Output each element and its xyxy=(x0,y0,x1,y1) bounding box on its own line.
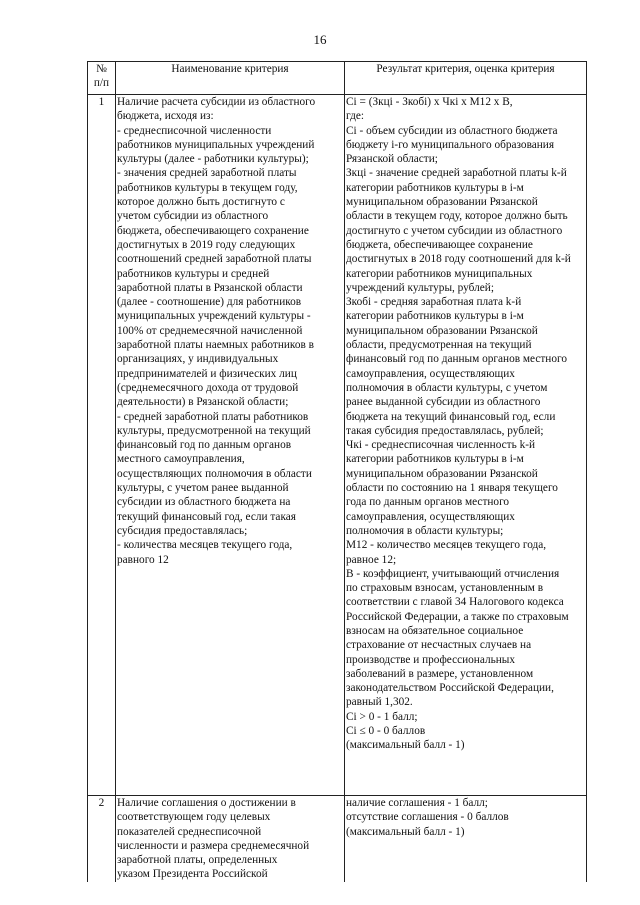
criterion-result-cell xyxy=(345,95,587,796)
cell-text-line: культуры (далее - работники культуры); xyxy=(117,153,309,166)
criteria-table xyxy=(87,61,587,882)
cell-text-line: достигнутых в 2018 году соотношений для k-й xyxy=(346,253,571,266)
cell-text-line: где: xyxy=(346,110,364,123)
cell-text-line: года по данным органов местного xyxy=(346,496,510,509)
cell-text-line: работников муниципальных учреждений xyxy=(117,138,315,151)
cell-text-line: местного самоуправления, xyxy=(117,453,245,466)
cell-text-line: (среднемесячного дохода от трудовой xyxy=(117,381,299,394)
header-number-abbrev: п/п xyxy=(93,77,110,89)
cell-text-line: соотношений средней заработной платы xyxy=(117,253,312,266)
cell-text-line: указом Президента Российской xyxy=(117,868,268,881)
cell-text-line: заработной платы, определенных xyxy=(117,854,278,867)
cell-text-line: бюджета, обеспечивающего сохранение xyxy=(117,224,309,237)
cell-text-line: показателей среднесписочной xyxy=(117,825,262,838)
cell-text-line: муниципальных учреждений культуры - xyxy=(117,310,311,323)
cell-text-line: Ci = (Зкці - Зкобі) х Чкі х М12 х В, xyxy=(346,96,513,108)
cell-text-line: законодательством Российской Федерации, xyxy=(346,682,554,695)
table-header-row xyxy=(88,62,587,95)
cell-text-line: (далее - соотношение) для работников xyxy=(117,296,302,309)
cell-text-line: организациях, у индивидуальных xyxy=(117,353,279,366)
cell-text-line: заработной платы наемных работников в xyxy=(117,339,314,352)
cell-text-line: работников культуры в текущем году, xyxy=(117,181,298,194)
cell-text-line: численности и размера среднемесячной xyxy=(117,839,310,852)
cell-text-line: 100% от среднемесячной начисленной xyxy=(117,324,303,337)
cell-text-line: категории работников муниципальных xyxy=(346,267,533,280)
cell-text-line: предпринимателей и физических лиц xyxy=(117,367,297,380)
cell-text-line: М12 - количество месяцев текущего года, xyxy=(346,539,547,552)
cell-text-line: полномочия в области культуры, с учетом xyxy=(346,381,548,394)
cell-text-line: достигнуто с учетом субсидии из областного xyxy=(346,224,563,237)
cell-text-line: финансовый год по данным органов xyxy=(117,439,292,452)
cell-text-line: категории работников культуры в i-м xyxy=(346,181,524,194)
header-number-symbol: № xyxy=(96,63,107,75)
cell-text-line: Ci > 0 - 1 балл; xyxy=(346,710,418,723)
cell-text-line: субсидии из областного бюджета на xyxy=(117,496,291,509)
cell-text-line: равный 1,302. xyxy=(346,696,413,709)
page-number: 16 xyxy=(313,32,327,47)
cell-text-line: самоуправления, осуществляющих xyxy=(346,510,515,523)
cell-text-line: Ci - объем субсидии из областного бюджета xyxy=(346,124,558,137)
criterion-name-cell xyxy=(116,95,345,796)
cell-text-line: равное 12; xyxy=(346,553,397,566)
cell-text-line: учреждений культуры, рублей; xyxy=(346,281,494,294)
cell-text-line: культуры, с учетом ранее выданной xyxy=(117,482,289,495)
cell-text-line: которое должно быть достигнуто с xyxy=(117,196,285,209)
cell-text-line: - средней заработной платы работников xyxy=(117,410,309,423)
cell-text-line: такая субсидия предоставлялась, рублей; xyxy=(346,424,544,437)
cell-text-line: самоуправления, осуществляющих xyxy=(346,367,515,380)
cell-text-line: равного 12 xyxy=(117,553,169,566)
cell-text-line: Наличие расчета субсидии из областного xyxy=(117,96,316,108)
cell-text-line: Зкобі - средняя заработная плата k-й xyxy=(346,296,522,309)
cell-text-line: области в текущем году, которое должно быть xyxy=(346,210,568,223)
cell-text-line: соответствующем году целевых xyxy=(117,811,271,824)
cell-text-line: страхование от несчастных случаев на xyxy=(346,639,532,652)
row-number: 2 xyxy=(88,796,116,882)
cell-text-line: муниципальном образовании Рязанской xyxy=(346,467,538,480)
cell-text-line: Чкі - среднесписочная численность k-й xyxy=(346,439,536,452)
cell-text-line: текущий финансовый год, если такая xyxy=(117,510,296,523)
cell-text-line: муниципальном образовании Рязанской xyxy=(346,196,538,209)
table-row xyxy=(88,796,587,882)
header-criterion-result: Результат критерия, оценка критерия xyxy=(345,62,587,95)
cell-text-line: - значения средней заработной платы xyxy=(117,167,297,180)
cell-text-line: производстве и профессиональных xyxy=(346,653,516,666)
cell-text-line: взносам на обязательное социальное xyxy=(346,624,524,637)
criterion-name-cell xyxy=(116,796,345,882)
cell-text-line: бюджету i-го муниципального образования xyxy=(346,138,555,151)
cell-text-line: ранее выданной субсидии из областного xyxy=(346,396,541,409)
cell-text-line: категории работников культуры в i-м xyxy=(346,453,524,466)
cell-text-line: В - коэффициент, учитывающий отчисления xyxy=(346,567,560,580)
cell-text-line: муниципальном образовании Рязанской xyxy=(346,324,538,337)
cell-text-line: деятельности) в Рязанской области; xyxy=(117,396,289,409)
cell-text-line: бюджета, исходя из: xyxy=(117,110,214,123)
cell-text-line: (максимальный балл - 1) xyxy=(346,739,465,752)
cell-text-line: заработной платы в Рязанской области xyxy=(117,281,303,294)
cell-text-line: соответствии с главой 34 Налогового кодекса xyxy=(346,596,564,609)
header-criterion-name: Наименование критерия xyxy=(116,62,345,95)
cell-text-line: учетом субсидии из областного xyxy=(117,210,269,223)
cell-text-line: области, предусмотренная на текущий xyxy=(346,339,532,352)
criterion-result-cell xyxy=(345,796,587,882)
cell-text-line: Зкці - значение средней заработной платы k-й xyxy=(346,167,567,180)
cell-text-line: категории работников культуры в i-м xyxy=(346,310,524,323)
cell-text-line: отсутствие соглашения - 0 баллов xyxy=(346,811,509,824)
cell-text-line: - среднесписочной численности xyxy=(117,124,272,137)
cell-text-line: бюджета на текущий финансовый год, если xyxy=(346,410,556,423)
cell-text-line: Ci ≤ 0 - 0 баллов xyxy=(346,725,426,738)
cell-text-line: полномочия в области культуры; xyxy=(346,524,504,537)
cell-text-line: культуры, предусмотренной на текущий xyxy=(117,424,311,437)
cell-text-line: достигнутых в 2019 году следующих xyxy=(117,238,296,251)
row-number: 1 xyxy=(88,95,116,796)
cell-text-line: - количества месяцев текущего года, xyxy=(117,539,293,552)
cell-text-line: наличие соглашения - 1 балл; xyxy=(346,797,488,809)
header-number xyxy=(88,62,116,95)
cell-text-line: бюджета, обеспечивающее сохранение xyxy=(346,238,533,251)
cell-text-line: финансовый год по данным органов местного xyxy=(346,353,567,366)
cell-text-line: Рязанской области; xyxy=(346,153,438,166)
cell-text-line: осуществляющих полномочия в области xyxy=(117,467,312,480)
cell-text-line: субсидия предоставлялась; xyxy=(117,524,248,537)
cell-text-line: (максимальный балл - 1) xyxy=(346,825,465,838)
table-row xyxy=(88,95,587,796)
cell-text-line: по страховым взносам, установленным в xyxy=(346,582,544,595)
cell-text-line: области по состоянию на 1 января текущего xyxy=(346,482,558,495)
cell-text-line: Наличие соглашения о достижении в xyxy=(117,797,296,809)
cell-text-line: заболеваний в размере, установленном xyxy=(346,667,534,680)
cell-text-line: работников культуры и средней xyxy=(117,267,270,280)
cell-text-line: Российской Федерации, а также по страховым xyxy=(346,610,569,623)
